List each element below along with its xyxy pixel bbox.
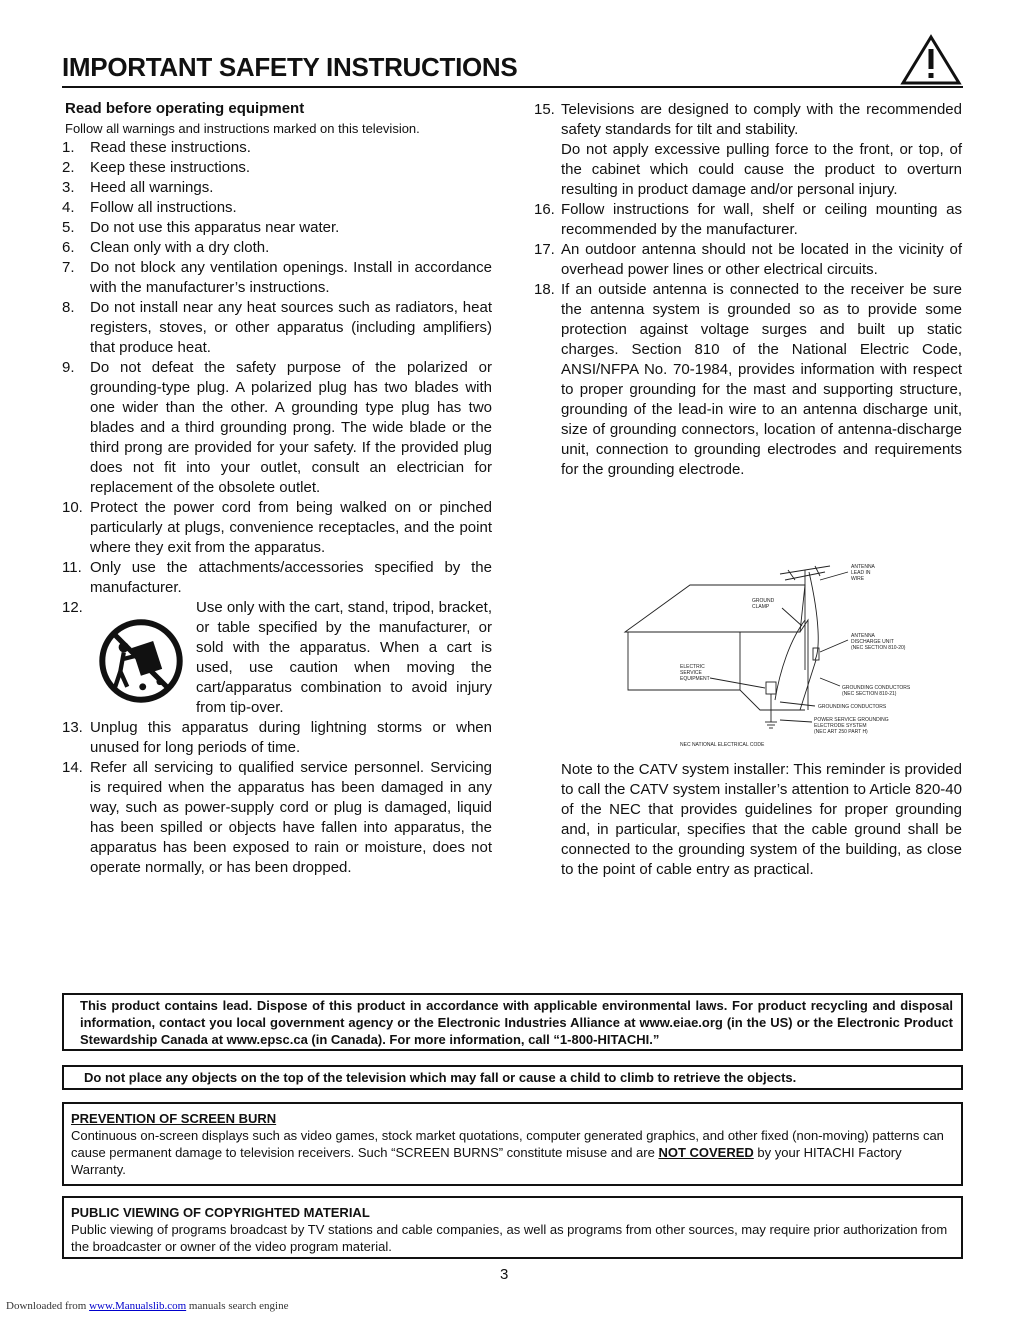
item-number: 6. [62,239,75,256]
item-number: 11. [62,559,82,576]
list-item [62,238,492,258]
item-number: 16. [534,201,555,218]
list-item [62,178,492,198]
label-discharge-1: DISCHARGE UNIT [851,639,894,645]
item-text: Keep these instructions. [90,159,251,176]
list-item [62,758,492,878]
list-item [62,218,492,238]
label-power-0: POWER SERVICE GROUNDING [814,717,889,723]
copyright-box [62,1196,963,1259]
page-title: IMPORTANT SAFETY INSTRUCTIONS [62,52,518,82]
item-number: 17. [534,241,555,258]
copyright-title: PUBLIC VIEWING OF COPYRIGHTED MATERIAL [71,1205,370,1220]
item-text: If an outside antenna is connected to the receiver be sure the antenna system is grounded so as to provide some protection against voltage surges and built up static charges. Section 810 of the National Electric Code, ANSI/NFPA No. 70-1984, provides information with respect to proper grounding for the mast and supporting structure, grounding of the lead-in wire to an antenna discharge unit, size of grounding connectors, location of antenna-discharge unit, connection to grounding electrodes and requirements for the grounding electrode. [561,281,962,478]
list-item [62,198,492,218]
antenna-grounding-diagram [620,560,920,750]
item-text: Do not use this apparatus near water. [90,219,340,236]
list-item [534,200,962,240]
label-ground-clamp-0: GROUND [752,598,775,604]
item-text: Do not install near any heat sources such as radiators, heat registers, stoves, or other apparatus (including amplifiers) that produce heat. [90,299,492,356]
item-text: An outdoor antenna should not be located in the vicinity of overhead power lines or other electrical circuits. [561,241,962,278]
item-number: 5. [62,219,75,236]
item-text: Televisions are designed to comply with the recommended safety standards for tilt and stability. [561,101,962,138]
item-text: Do not block any ventilation openings. Install in accordance with the manufacturer’s instructions. [90,259,492,296]
label-discharge-0: ANTENNA [851,633,875,639]
item-number: 2. [62,159,75,176]
section-heading: Read before operating equipment [65,100,305,117]
label-antenna-lead-2: WIRE [851,576,865,582]
label-grounding-1b: (NEC SECTION 810-21) [842,691,897,697]
item-number: 1. [62,139,75,156]
screen-burn-text: Continuous on-screen displays such as video games, stock market quotations, computer generated graphics, and other fixed (non-moving) patterns can cause permanent damage to television receivers. Such “SCREEN BURNS” constitute misuse and are NOT COVERED by your HITACHI Factory Warranty. [71,1128,944,1177]
warning-triangle-icon [900,34,962,86]
cart-warning-icon [90,598,196,718]
label-nec: NEC NATIONAL ELECTRICAL CODE [680,742,765,748]
label-antenna-lead-1: LEAD IN [851,570,871,576]
item-text: Do not apply excessive pulling force to the front, or top, of the cabinet which could cause the product to overturn resulting in product damage and/or personal injury. [561,141,962,198]
list-item [62,298,492,358]
list-item [62,718,492,758]
page-number: 3 [500,1266,509,1283]
item-text: Use only with the cart, stand, tripod, bracket, or table specified by the manufacturer, or sold with the apparatus. When a cart is used, use caution when moving the cart/apparatus combination to avoid injury from tip-over. [196,599,492,716]
list-item [534,280,962,480]
item-number: 14. [62,759,83,776]
list-item [534,240,962,280]
label-service-1: SERVICE [680,670,702,676]
item-number: 15. [534,101,555,118]
label-power-1: ELECTRODE SYSTEM [814,723,867,729]
screen-burn-title: PREVENTION OF SCREEN BURN [71,1111,277,1126]
item-number: 12. [62,599,83,616]
item-text: Unplug this apparatus during lightning storms or when unused for long periods of time. [90,719,492,756]
item-text: Follow instructions for wall, shelf or ceiling mounting as recommended by the manufacturer. [561,201,962,238]
item-text: Heed all warnings. [90,179,214,196]
item-text: Follow all instructions. [90,199,237,216]
screen-burn-box [62,1102,963,1186]
objects-notice-box: Do not place any objects on the top of the television which may fall or cause a child to climb to retrieve the objects. [62,1065,963,1090]
label-grounding-1a: GROUNDING CONDUCTORS [842,685,911,691]
item-number: 10. [62,499,83,516]
list-item [62,498,492,558]
list-item-12 [62,598,492,718]
item-text: Refer all servicing to qualified service personnel. Servicing is required when the apparatus has been damaged in any way, such as power-supply cord or plug is damaged, liquid has been spilled or objects have fallen into apparatus, the apparatus has been exposed to rain or moisture, does not operate normally, or has been dropped. [90,759,492,876]
list-item [62,138,492,158]
list-item [62,558,492,598]
label-service-0: ELECTRIC [680,664,705,670]
right-column [534,100,962,480]
left-column [62,99,492,878]
list-item [62,258,492,298]
label-service-2: EQUIPMENT [680,676,710,682]
lead-notice-box: This product contains lead. Dispose of this product in accordance with applicable environmental laws. For product recycling and disposal information, contact you local government agency or the Electronic Industries Alliance at www.eiae.org (in the US) or the Electronic Product Stewardship Canada at www.epsc.ca (in Canada). For more information, call “1-800-HITACHI.” [62,993,963,1051]
item-number: 3. [62,179,75,196]
item-number: 7. [62,259,75,276]
item-text: Only use the attachments/accessories specified by the manufacturer. [90,559,492,596]
item-number: 9. [62,359,75,376]
item-number: 18. [534,281,555,298]
catv-note: Note to the CATV system installer: This reminder is provided to call the CATV system installer’s attention to Article 820-40 of the NEC that provides guidelines for proper grounding and, in particular, specifies that the cable ground shall be connected to the grounding system of the building, as close to the point of cable entry as practical. [561,761,962,878]
label-power-2: (NEC ART 250 PART H) [814,729,868,735]
title-rule [62,86,963,88]
list-item-15 [534,100,962,200]
item-number: 13. [62,719,83,736]
not-covered-label: NOT COVERED [658,1145,754,1160]
item-text: Do not defeat the safety purpose of the polarized or grounding-type plug. A polarized plug has two blades with one wider than the other. A grounding type plug has two blades and a third grounding prong. The wide blade or the third prong are provided for your safety. If the provided plug does not fit into your outlet, consult an electrician for replacement of the obsolete outlet. [90,359,492,496]
list-item [62,358,492,498]
copyright-text: Public viewing of programs broadcast by TV stations and cable companies, as well as programs from other sources, may require prior authorization from the broadcaster or owner of the video program material. [71,1222,948,1254]
item-number: 8. [62,299,75,316]
label-discharge-2: (NEC SECTION 810-20) [851,645,906,651]
section-intro: Follow all warnings and instructions marked on this television. [65,121,420,136]
download-footer: Downloaded from www.Manualslib.com manuals search engine [6,1300,289,1312]
label-antenna-lead-0: ANTENNA [851,564,875,570]
item-text: Read these instructions. [90,139,251,156]
manualslib-link[interactable]: www.Manualslib.com [89,1300,187,1312]
list-item [62,158,492,178]
item-text: Protect the power cord from being walked on or pinched particularly at plugs, convenience receptacles, and the point where they exit from the apparatus. [90,499,492,556]
item-text: Clean only with a dry cloth. [90,239,270,256]
label-grounding-2: GROUNDING CONDUCTORS [818,704,887,710]
item-number: 4. [62,199,75,216]
label-ground-clamp-1: CLAMP [752,604,770,610]
